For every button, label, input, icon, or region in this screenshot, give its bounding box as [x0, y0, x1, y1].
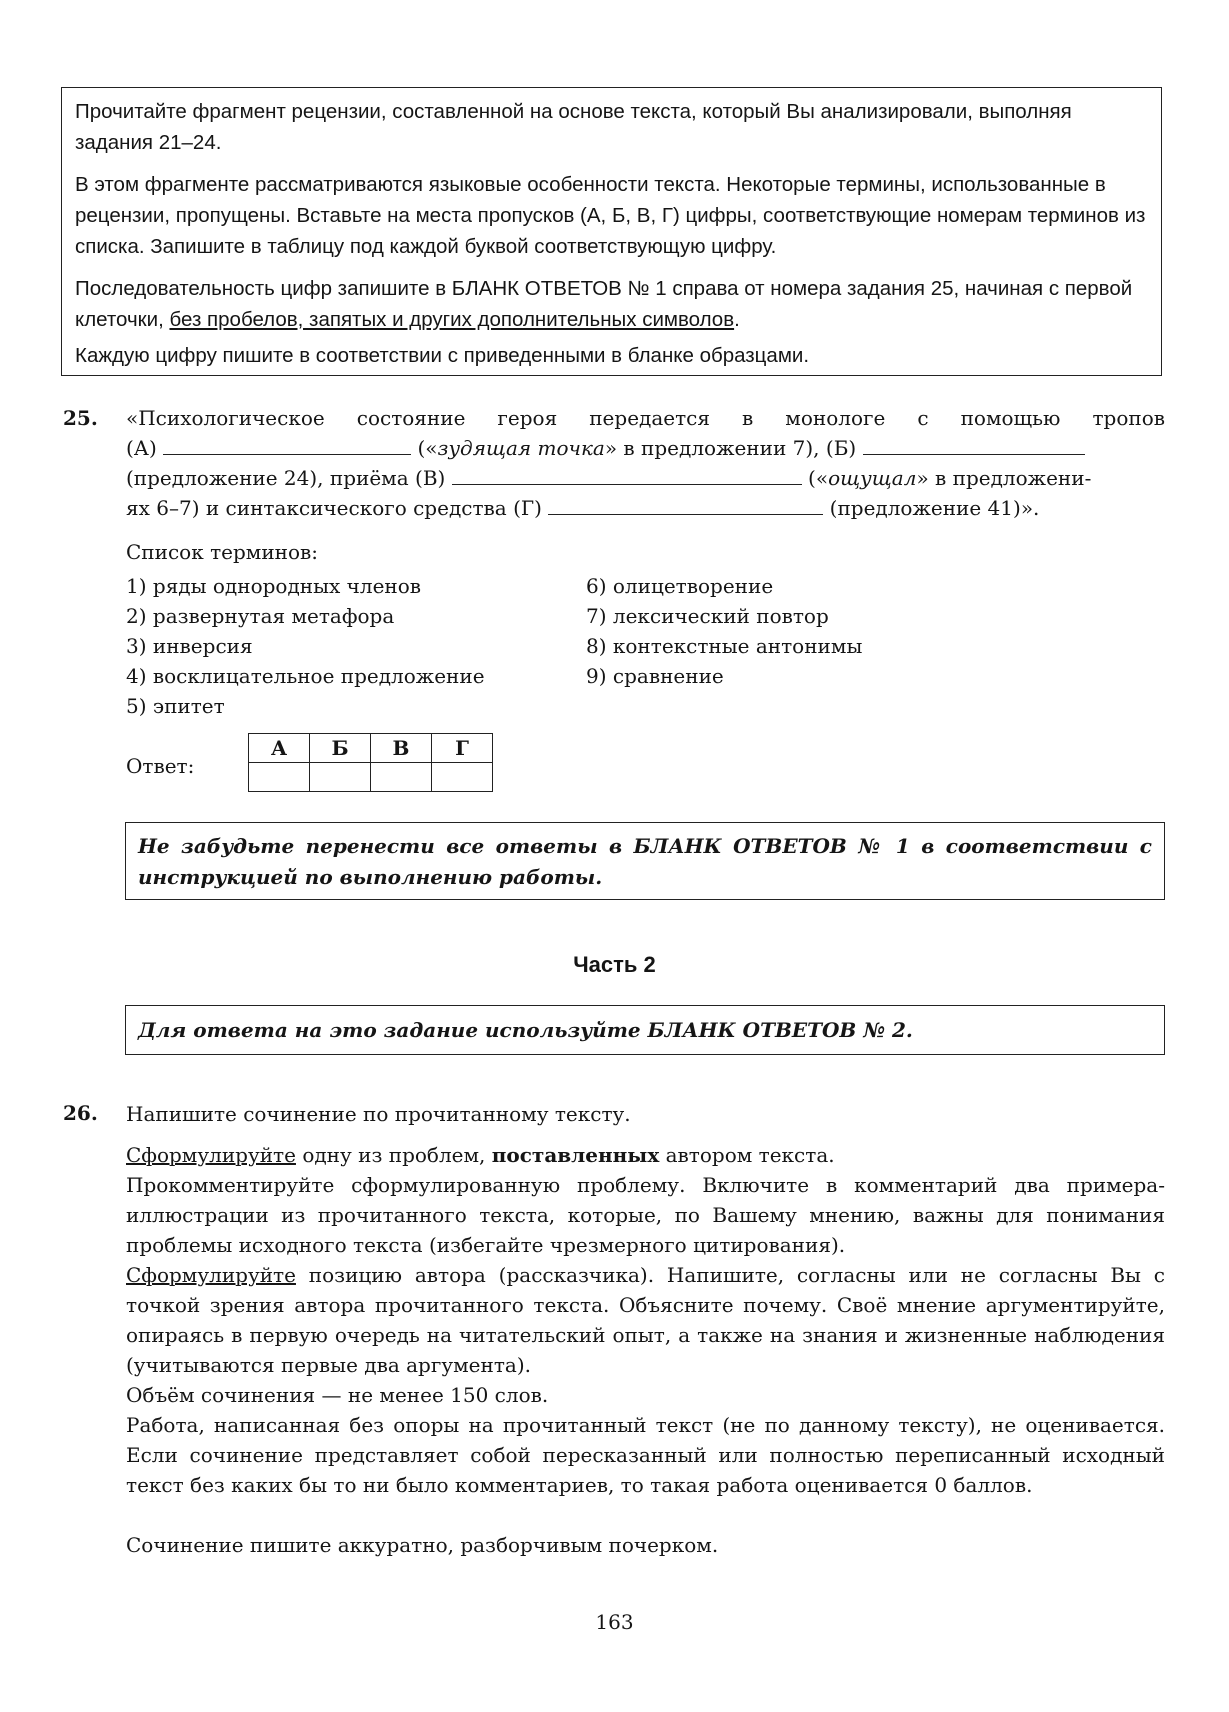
- term-2: 2) развернутая метафора: [126, 604, 395, 628]
- s1-mid: одну из проблем,: [295, 1143, 492, 1167]
- instruction-p3-underlined: без пробелов, запятых и других дополнительных символов: [169, 308, 735, 331]
- answer-col-v: В: [371, 734, 432, 763]
- quote-a-open: («: [417, 436, 438, 460]
- task-25-line-2: [126, 436, 1085, 460]
- instruction-paragraph-2: В этом фрагменте рассматриваются языковые особенности текста. Некоторые термины, использованные в рецензии, пропущены. Вставьте на места пропусков (А, Б, В, Г) цифры, соответствующие номерам терминов из списка. Запишите в таблицу под каждой буквой соответствующую цифру.: [75, 173, 1146, 258]
- task-25-number: 25.: [63, 406, 98, 430]
- term-5: 5) эпитет: [126, 694, 225, 718]
- reminder-text: Не забудьте перенести все ответы в БЛАНК ОТВЕТОВ № 1 в соответствии с инструкцией по выполнению работы.: [138, 834, 1152, 889]
- part-2-note-text: Для ответа на это задание используйте БЛАНК ОТВЕТОВ № 2.: [138, 1018, 913, 1042]
- terms-title: Список терминов:: [126, 540, 319, 564]
- instruction-paragraph-1: Прочитайте фрагмент рецензии, составленной на основе текста, который Вы анализировали, выполняя задания 21–24.: [75, 100, 1072, 154]
- quote-a-italic: зудящая точка: [437, 436, 605, 460]
- answer-cell-b[interactable]: [310, 763, 371, 792]
- quote-a-close: » в предложении 7), (Б): [604, 436, 857, 460]
- answer-table: [248, 733, 493, 792]
- task-26-s5: Работа, написанная без опоры на прочитанный текст (не по данному тексту), не оценивается. Если сочинение представляет собой пересказанный или полностью переписанный исходный текст без каких бы то ни было комментариев, то такая работа оценивается 0 баллов.: [126, 1413, 1165, 1497]
- gap-a-label: (А): [126, 436, 157, 460]
- term-4: 4) восклицательное предложение: [126, 664, 485, 688]
- quote-v-italic: ощущал: [828, 466, 917, 490]
- task-26-s3: [126, 1260, 1165, 1380]
- answer-cell-v[interactable]: [371, 763, 432, 792]
- instruction-paragraph-4: Каждую цифру пишите в соответствии с приведенными в бланке образцами.: [75, 344, 810, 367]
- task-25-line-1: «Психологическое состояние героя передается в монологе с помощью тропов: [126, 406, 1165, 430]
- part-2-title: Часть 2: [573, 952, 656, 977]
- term-8: 8) контекстные антонимы: [586, 634, 863, 658]
- part-2-note-box: [125, 1005, 1165, 1055]
- instruction-paragraph-3: [75, 273, 1151, 335]
- answer-col-b: Б: [310, 734, 371, 763]
- term-9: 9) сравнение: [586, 664, 724, 688]
- line-4-start: ях 6–7) и синтаксического средства (Г): [126, 496, 542, 520]
- quote-v-open: («: [808, 466, 829, 490]
- answer-cell-g[interactable]: [432, 763, 493, 792]
- s3-rest: позицию автора (рассказчика). Напишите, согласны или не согласны Вы с точкой зрения автора прочитанного текста. Объясните почему. Своё мнение аргументируйте, опираясь в первую очередь на читательский опыт, а также на знания и жизненные наблюдения (учитываются первые два аргумента).: [126, 1263, 1165, 1377]
- answer-cell-a[interactable]: [249, 763, 310, 792]
- gap-a-blank: [163, 436, 411, 455]
- answer-col-g: Г: [432, 734, 493, 763]
- term-1: 1) ряды однородных членов: [126, 574, 422, 598]
- task-26-intro: Напишите сочинение по прочитанному тексту.: [126, 1102, 631, 1126]
- term-6: 6) олицетворение: [586, 574, 774, 598]
- answer-header-row: [249, 734, 493, 763]
- gap-v-blank: [452, 466, 802, 485]
- s1-underlined: Сформулируйте: [126, 1143, 296, 1167]
- gap-b-blank: [863, 436, 1085, 455]
- task-26-s6: Сочинение пишите аккуратно, разборчивым почерком.: [126, 1533, 719, 1557]
- line-4-end: (предложение 41)».: [829, 496, 1040, 520]
- instruction-box: [61, 87, 1162, 376]
- term-3: 3) инверсия: [126, 634, 253, 658]
- answer-input-row: [249, 763, 493, 792]
- task-25-line-3: [126, 466, 1091, 490]
- s1-end: автором текста.: [659, 1143, 835, 1167]
- quote-v-close: » в предложени-: [916, 466, 1092, 490]
- instruction-p3-start: Последовательность цифр запишите в БЛАНК ОТВЕТОВ № 1 справа от номера задания 25, начиная с первой клеточки,: [75, 277, 1133, 331]
- task-26-s4: Объём сочинения — не менее 150 слов.: [126, 1383, 549, 1407]
- answer-label: Ответ:: [126, 754, 195, 778]
- s1-bold: поставленных: [491, 1143, 660, 1167]
- task-26-number: 26.: [63, 1101, 98, 1125]
- page-number: 163: [595, 1610, 634, 1634]
- instruction-p3-end: .: [734, 308, 740, 331]
- gap-g-blank: [548, 496, 823, 515]
- term-7: 7) лексический повтор: [586, 604, 829, 628]
- answer-col-a: А: [249, 734, 310, 763]
- reminder-box: [125, 822, 1165, 900]
- line-3-start: (предложение 24), приёма (В): [126, 466, 446, 490]
- task-26-s1: [126, 1140, 1165, 1170]
- s3-underlined: Сформулируйте: [126, 1263, 296, 1287]
- task-26-s2: Прокомментируйте сформулированную проблему. Включите в комментарий два примера-иллюстрации из прочитанного текста, которые, по Вашему мнению, важны для понимания проблемы исходного текста (избегайте чрезмерного цитирования).: [126, 1173, 1165, 1257]
- task-25-line-4: [126, 496, 1039, 520]
